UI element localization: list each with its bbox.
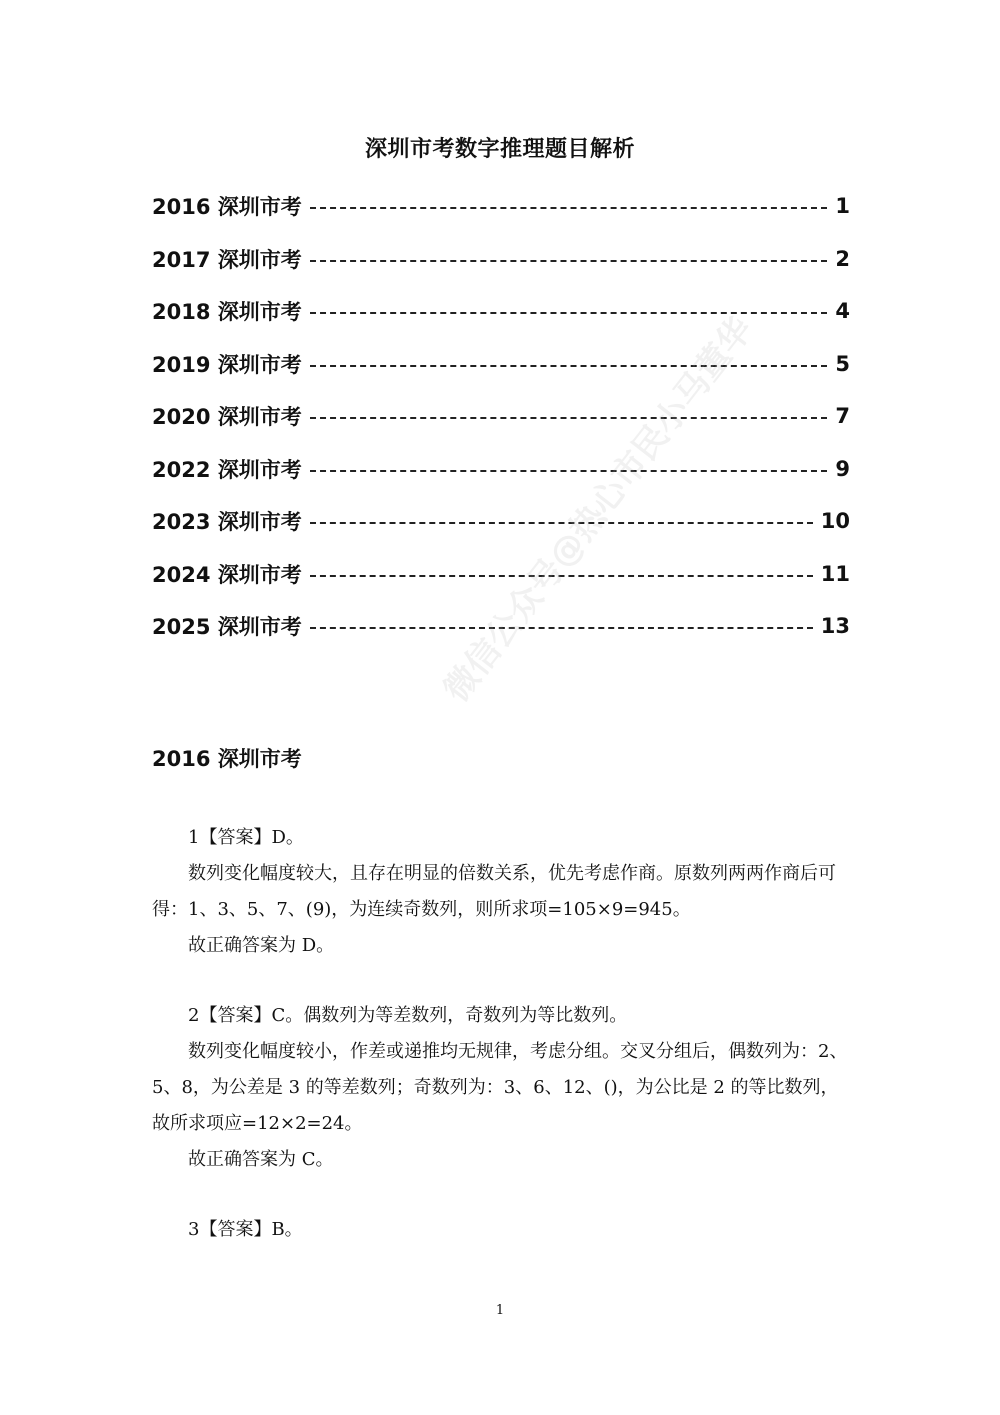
toc-entry-2017[interactable] [152, 233, 850, 286]
toc-entry-page: 4 [835, 299, 850, 324]
toc-entry-page: 7 [835, 404, 850, 429]
toc-entry-2024[interactable] [152, 548, 850, 601]
toc-entry-page: 2 [835, 246, 850, 271]
toc-dot-leader [310, 470, 828, 472]
toc-entry-2022[interactable] [152, 443, 850, 496]
table-of-contents [152, 180, 850, 653]
toc-entry-2023[interactable] [152, 495, 850, 548]
answer-line: 1【答案】D。 [188, 827, 304, 848]
toc-entry-label: 2017 深圳市考 [152, 247, 302, 272]
toc-dot-leader [310, 312, 828, 314]
toc-entry-2018[interactable] [152, 285, 850, 338]
section-content [152, 820, 852, 1282]
toc-dot-leader [310, 522, 813, 524]
toc-dot-leader [310, 260, 828, 262]
question-block [152, 998, 852, 1178]
toc-dot-leader [310, 365, 828, 367]
toc-entry-label: 2020 深圳市考 [152, 405, 302, 430]
section-heading: 2016 深圳市考 [152, 747, 302, 771]
question-block [152, 1212, 852, 1248]
toc-entry-label: 2023 深圳市考 [152, 510, 302, 535]
explanation-paragraph: 数列变化幅度较小，作差或递推均无规律，考虑分组。交叉分组后，偶数列为：2、5、8，为公差是 3 的等差数列；奇数列为：3、6、12、()，为公比是 2 的等比数列，故所求项应=12×2=24。 [152, 1041, 848, 1134]
page-number: 1 [495, 1303, 505, 1318]
toc-entry-page: 1 [835, 194, 850, 219]
explanation-paragraph: 数列变化幅度较大，且存在明显的倍数关系，优先考虑作商。原数列两两作商后可得：1、3、5、7、(9)，为连续奇数列，则所求项=105×9=945。 [152, 863, 836, 920]
toc-entry-label: 2024 深圳市考 [152, 562, 302, 587]
conclusion-paragraph: 故正确答案为 D。 [188, 935, 335, 956]
toc-entry-2019[interactable] [152, 338, 850, 391]
toc-dot-leader [310, 627, 813, 629]
toc-entry-page: 13 [820, 614, 850, 639]
answer-line: 2【答案】C。偶数列为等差数列，奇数列为等比数列。 [188, 1005, 628, 1026]
conclusion-paragraph: 故正确答案为 C。 [188, 1149, 334, 1170]
toc-entry-label: 2025 深圳市考 [152, 615, 302, 640]
toc-dot-leader [310, 575, 813, 577]
toc-entry-page: 11 [820, 561, 850, 586]
toc-entry-label: 2019 深圳市考 [152, 352, 302, 377]
toc-entry-2025[interactable] [152, 600, 850, 653]
answer-line: 3【答案】B。 [188, 1219, 303, 1240]
toc-entry-label: 2016 深圳市考 [152, 195, 302, 220]
toc-entry-2016[interactable] [152, 180, 850, 233]
toc-entry-page: 9 [835, 456, 850, 481]
toc-entry-page: 5 [835, 351, 850, 376]
toc-dot-leader [310, 207, 828, 209]
watermark-text: 微信公众号@热心市民小马董华 [436, 309, 761, 710]
page-title: 深圳市考数字推理题目解析 [364, 137, 635, 162]
toc-entry-label: 2022 深圳市考 [152, 457, 302, 482]
toc-entry-2020[interactable] [152, 390, 850, 443]
question-block [152, 820, 852, 964]
toc-dot-leader [310, 417, 828, 419]
toc-entry-label: 2018 深圳市考 [152, 300, 302, 325]
toc-entry-page: 10 [820, 509, 850, 534]
